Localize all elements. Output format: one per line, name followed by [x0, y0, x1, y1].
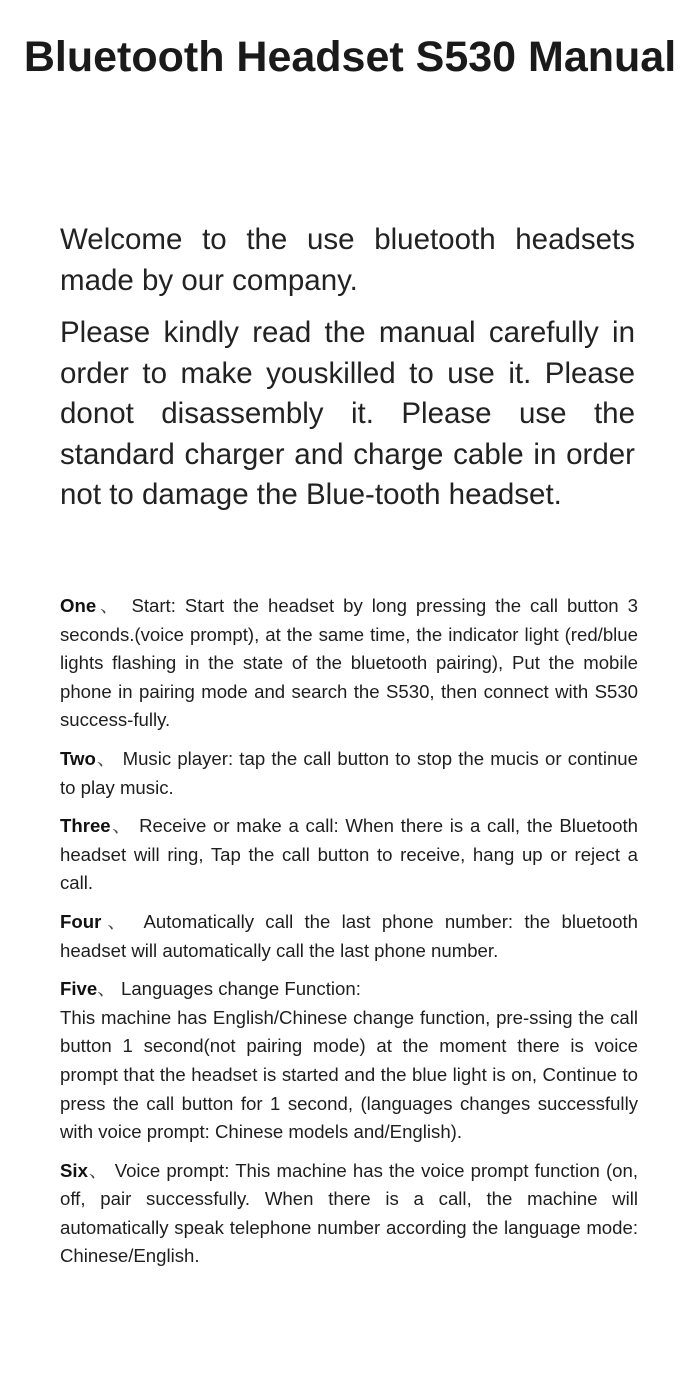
section-number: Five: [60, 978, 98, 1000]
section-number: One: [60, 595, 97, 616]
section-text: Start the headset by long pressing the call button 3 seconds.(voice prompt), at the same time, the indicator light (red/blue lights flashing in the state of the bluetooth pairing), Put the mobile phone in pairing mode and search the S530, then connect with S530 success-fully.: [60, 595, 638, 731]
section-four: [60, 908, 638, 965]
section-one: [60, 592, 638, 735]
section-text: This machine has the voice prompt function (on, off, pair successfully. When there is a call, the machine will automatically speak telephone number according the language mode: Chinese/English.: [60, 1159, 638, 1267]
section-heading: Voice prompt: [114, 1159, 225, 1181]
section-text: tap the call button to stop the mucis or continue to play music.: [60, 747, 638, 798]
section-heading: Automatically call the last phone number: [143, 910, 508, 932]
section-separator: 、: [95, 747, 117, 769]
section-text: When there is a call, the Bluetooth headset will ring, Tap the call button to receive, hang up or reject a call.: [60, 815, 638, 894]
section-separator: 、: [101, 910, 133, 932]
manual-title: Bluetooth Headset S530 Manual: [23, 33, 677, 81]
section-separator: 、: [97, 978, 116, 1000]
section-heading: Start: [131, 595, 171, 616]
section-number: Two: [60, 747, 96, 769]
section-colon: :: [227, 747, 234, 769]
section-colon: :: [355, 978, 361, 1000]
section-number: Four: [60, 910, 102, 932]
intro-instructions: Please kindly read the manual carefully in order to make youskilled to use it. Please donot disassembly it. Please use the standard charger and charge cable in order not to damage the Blue-tooth headset.: [60, 316, 635, 511]
intro-welcome: Welcome to the use bluetooth headsets made by our company.: [60, 223, 635, 297]
section-colon: :: [224, 1159, 230, 1181]
section-heading: Receive or make a call: [139, 815, 334, 837]
section-colon: :: [170, 595, 176, 616]
section-heading: Languages change Function: [121, 978, 356, 1000]
section-text: This machine has English/Chinese change function, pre-ssing the call button 1 second(not pairing mode) at the moment there is voice prompt that the headset is started and the blue light is on, Continue to press the call button for 1 second, (languages changes successfully with voice prompt: Chinese models and/English).: [60, 1006, 638, 1143]
section-two: [60, 745, 638, 802]
section-colon: :: [507, 910, 514, 932]
section-separator: 、: [110, 815, 133, 837]
section-heading: Music player: [122, 747, 228, 769]
section-three: [60, 812, 638, 898]
section-five: [60, 975, 638, 1147]
section-separator: 、: [96, 595, 123, 616]
section-text: the bluetooth headset will automatically call the last phone number.: [60, 910, 638, 961]
section-colon: :: [333, 815, 339, 837]
instruction-sections: [60, 592, 638, 1281]
section-number: Three: [60, 815, 111, 837]
section-six: [60, 1157, 638, 1271]
section-number: Six: [60, 1159, 88, 1181]
section-separator: 、: [87, 1159, 109, 1181]
